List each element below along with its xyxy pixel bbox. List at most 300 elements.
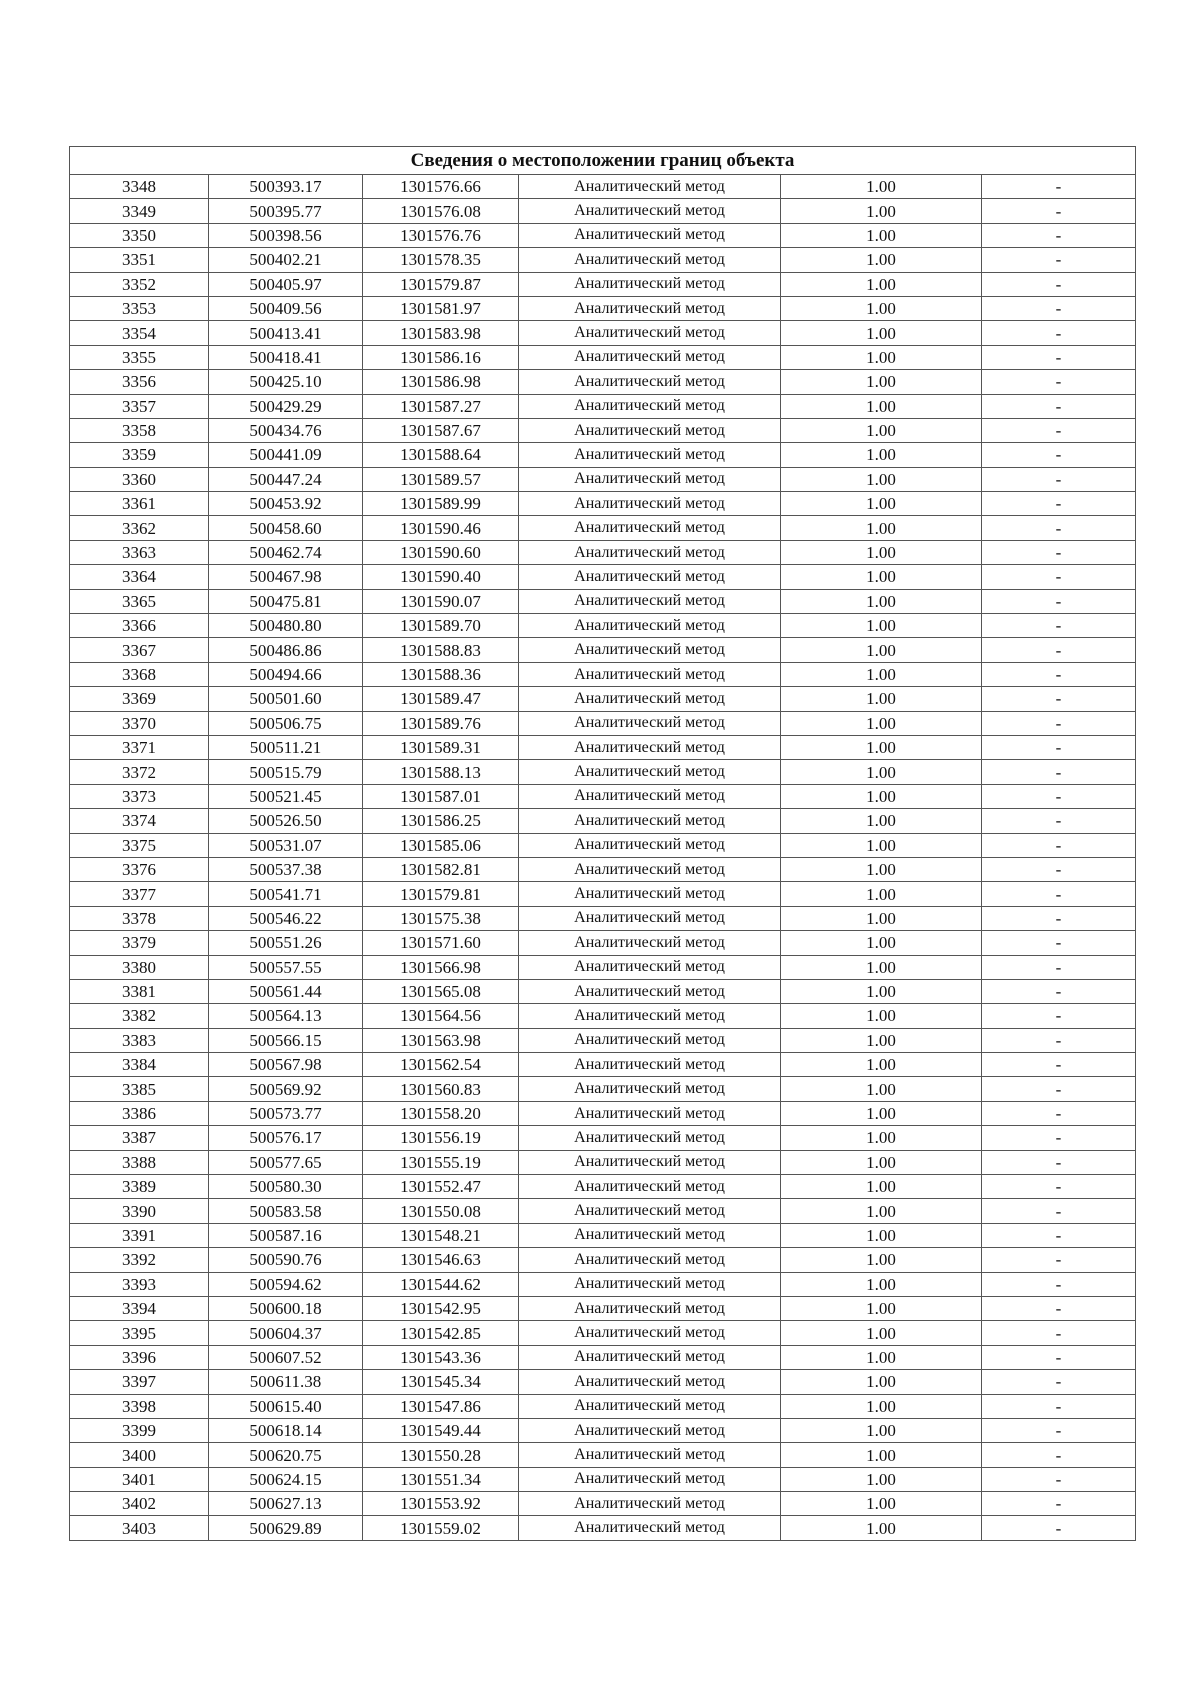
- description-cell: -: [982, 735, 1136, 759]
- accuracy-cell: 1.00: [781, 1150, 982, 1174]
- point-number-cell: 3363: [70, 540, 209, 564]
- method-cell: Аналитический метод: [519, 1370, 781, 1394]
- description-cell: -: [982, 614, 1136, 638]
- accuracy-cell: 1.00: [781, 589, 982, 613]
- x-coordinate-cell: 500546.22: [209, 906, 363, 930]
- method-cell: Аналитический метод: [519, 1443, 781, 1467]
- point-number-cell: 3351: [70, 248, 209, 272]
- x-coordinate-cell: 500624.15: [209, 1467, 363, 1491]
- x-coordinate-cell: 500447.24: [209, 467, 363, 491]
- x-coordinate-cell: 500434.76: [209, 418, 363, 442]
- point-number-cell: 3397: [70, 1370, 209, 1394]
- description-cell: -: [982, 1492, 1136, 1516]
- description-cell: -: [982, 857, 1136, 881]
- x-coordinate-cell: 500429.29: [209, 394, 363, 418]
- y-coordinate-cell: 1301555.19: [363, 1150, 519, 1174]
- description-cell: -: [982, 1467, 1136, 1491]
- method-cell: Аналитический метод: [519, 248, 781, 272]
- point-number-cell: 3400: [70, 1443, 209, 1467]
- description-cell: -: [982, 1272, 1136, 1296]
- x-coordinate-cell: 500618.14: [209, 1418, 363, 1442]
- point-number-cell: 3349: [70, 199, 209, 223]
- x-coordinate-cell: 500577.65: [209, 1150, 363, 1174]
- x-coordinate-cell: 500467.98: [209, 565, 363, 589]
- y-coordinate-cell: 1301590.07: [363, 589, 519, 613]
- table-row: [70, 1175, 1136, 1199]
- y-coordinate-cell: 1301587.67: [363, 418, 519, 442]
- accuracy-cell: 1.00: [781, 223, 982, 247]
- point-number-cell: 3372: [70, 760, 209, 784]
- method-cell: Аналитический метод: [519, 223, 781, 247]
- accuracy-cell: 1.00: [781, 394, 982, 418]
- point-number-cell: 3374: [70, 809, 209, 833]
- description-cell: -: [982, 662, 1136, 686]
- method-cell: Аналитический метод: [519, 443, 781, 467]
- accuracy-cell: 1.00: [781, 1101, 982, 1125]
- table-row: [70, 711, 1136, 735]
- method-cell: Аналитический метод: [519, 1345, 781, 1369]
- table-row: [70, 1077, 1136, 1101]
- point-number-cell: 3357: [70, 394, 209, 418]
- y-coordinate-cell: 1301589.76: [363, 711, 519, 735]
- description-cell: -: [982, 492, 1136, 516]
- point-number-cell: 3396: [70, 1345, 209, 1369]
- accuracy-cell: 1.00: [781, 1175, 982, 1199]
- accuracy-cell: 1.00: [781, 467, 982, 491]
- y-coordinate-cell: 1301589.57: [363, 467, 519, 491]
- x-coordinate-cell: 500569.92: [209, 1077, 363, 1101]
- description-cell: -: [982, 784, 1136, 808]
- table-row: [70, 540, 1136, 564]
- table-row: [70, 1272, 1136, 1296]
- x-coordinate-cell: 500583.58: [209, 1199, 363, 1223]
- method-cell: Аналитический метод: [519, 857, 781, 881]
- y-coordinate-cell: 1301581.97: [363, 296, 519, 320]
- table-row: [70, 1199, 1136, 1223]
- point-number-cell: 3399: [70, 1418, 209, 1442]
- table-row: [70, 809, 1136, 833]
- method-cell: Аналитический метод: [519, 199, 781, 223]
- method-cell: Аналитический метод: [519, 931, 781, 955]
- accuracy-cell: 1.00: [781, 784, 982, 808]
- accuracy-cell: 1.00: [781, 1394, 982, 1418]
- x-coordinate-cell: 500629.89: [209, 1516, 363, 1540]
- y-coordinate-cell: 1301550.28: [363, 1443, 519, 1467]
- point-number-cell: 3352: [70, 272, 209, 296]
- y-coordinate-cell: 1301550.08: [363, 1199, 519, 1223]
- method-cell: Аналитический метод: [519, 1467, 781, 1491]
- table-row: [70, 345, 1136, 369]
- x-coordinate-cell: 500573.77: [209, 1101, 363, 1125]
- method-cell: Аналитический метод: [519, 1150, 781, 1174]
- table-row: [70, 492, 1136, 516]
- description-cell: -: [982, 565, 1136, 589]
- y-coordinate-cell: 1301576.08: [363, 199, 519, 223]
- table-row: [70, 565, 1136, 589]
- method-cell: Аналитический метод: [519, 1004, 781, 1028]
- point-number-cell: 3390: [70, 1199, 209, 1223]
- table-row: [70, 1418, 1136, 1442]
- accuracy-cell: 1.00: [781, 1370, 982, 1394]
- x-coordinate-cell: 500561.44: [209, 979, 363, 1003]
- x-coordinate-cell: 500566.15: [209, 1028, 363, 1052]
- point-number-cell: 3393: [70, 1272, 209, 1296]
- description-cell: -: [982, 321, 1136, 345]
- x-coordinate-cell: 500620.75: [209, 1443, 363, 1467]
- table-body: [70, 147, 1136, 1541]
- method-cell: Аналитический метод: [519, 833, 781, 857]
- table-row: [70, 1248, 1136, 1272]
- description-cell: -: [982, 687, 1136, 711]
- method-cell: Аналитический метод: [519, 492, 781, 516]
- description-cell: -: [982, 516, 1136, 540]
- table-title: Сведения о местоположении границ объекта: [70, 147, 1136, 175]
- method-cell: Аналитический метод: [519, 418, 781, 442]
- description-cell: -: [982, 1345, 1136, 1369]
- description-cell: -: [982, 199, 1136, 223]
- description-cell: -: [982, 370, 1136, 394]
- description-cell: -: [982, 1150, 1136, 1174]
- point-number-cell: 3395: [70, 1321, 209, 1345]
- y-coordinate-cell: 1301588.36: [363, 662, 519, 686]
- table-row: [70, 833, 1136, 857]
- x-coordinate-cell: 500594.62: [209, 1272, 363, 1296]
- table-row: [70, 931, 1136, 955]
- y-coordinate-cell: 1301556.19: [363, 1126, 519, 1150]
- description-cell: -: [982, 248, 1136, 272]
- method-cell: Аналитический метод: [519, 1418, 781, 1442]
- table-row: [70, 1516, 1136, 1540]
- accuracy-cell: 1.00: [781, 1272, 982, 1296]
- y-coordinate-cell: 1301589.99: [363, 492, 519, 516]
- x-coordinate-cell: 500604.37: [209, 1321, 363, 1345]
- accuracy-cell: 1.00: [781, 418, 982, 442]
- x-coordinate-cell: 500526.50: [209, 809, 363, 833]
- table-row: [70, 784, 1136, 808]
- description-cell: -: [982, 296, 1136, 320]
- table-row: [70, 662, 1136, 686]
- y-coordinate-cell: 1301588.64: [363, 443, 519, 467]
- description-cell: -: [982, 1443, 1136, 1467]
- point-number-cell: 3398: [70, 1394, 209, 1418]
- table-row: [70, 296, 1136, 320]
- description-cell: -: [982, 1053, 1136, 1077]
- y-coordinate-cell: 1301553.92: [363, 1492, 519, 1516]
- point-number-cell: 3358: [70, 418, 209, 442]
- method-cell: Аналитический метод: [519, 540, 781, 564]
- description-cell: -: [982, 272, 1136, 296]
- y-coordinate-cell: 1301589.70: [363, 614, 519, 638]
- description-cell: -: [982, 979, 1136, 1003]
- table-row: [70, 687, 1136, 711]
- table-row: [70, 370, 1136, 394]
- accuracy-cell: 1.00: [781, 1223, 982, 1247]
- table-row: [70, 1370, 1136, 1394]
- description-cell: -: [982, 1175, 1136, 1199]
- table-row: [70, 1028, 1136, 1052]
- accuracy-cell: 1.00: [781, 614, 982, 638]
- point-number-cell: 3364: [70, 565, 209, 589]
- table-row: [70, 955, 1136, 979]
- accuracy-cell: 1.00: [781, 906, 982, 930]
- x-coordinate-cell: 500405.97: [209, 272, 363, 296]
- table-row: [70, 248, 1136, 272]
- y-coordinate-cell: 1301589.47: [363, 687, 519, 711]
- point-number-cell: 3389: [70, 1175, 209, 1199]
- method-cell: Аналитический метод: [519, 1492, 781, 1516]
- accuracy-cell: 1.00: [781, 1516, 982, 1540]
- point-number-cell: 3359: [70, 443, 209, 467]
- method-cell: Аналитический метод: [519, 467, 781, 491]
- x-coordinate-cell: 500537.38: [209, 857, 363, 881]
- point-number-cell: 3402: [70, 1492, 209, 1516]
- point-number-cell: 3383: [70, 1028, 209, 1052]
- point-number-cell: 3348: [70, 175, 209, 199]
- description-cell: -: [982, 467, 1136, 491]
- description-cell: -: [982, 1370, 1136, 1394]
- y-coordinate-cell: 1301549.44: [363, 1418, 519, 1442]
- point-number-cell: 3385: [70, 1077, 209, 1101]
- description-cell: -: [982, 906, 1136, 930]
- x-coordinate-cell: 500615.40: [209, 1394, 363, 1418]
- x-coordinate-cell: 500557.55: [209, 955, 363, 979]
- accuracy-cell: 1.00: [781, 1492, 982, 1516]
- accuracy-cell: 1.00: [781, 1443, 982, 1467]
- table-row: [70, 760, 1136, 784]
- y-coordinate-cell: 1301590.40: [363, 565, 519, 589]
- point-number-cell: 3387: [70, 1126, 209, 1150]
- point-number-cell: 3403: [70, 1516, 209, 1540]
- method-cell: Аналитический метод: [519, 1394, 781, 1418]
- y-coordinate-cell: 1301547.86: [363, 1394, 519, 1418]
- method-cell: Аналитический метод: [519, 175, 781, 199]
- y-coordinate-cell: 1301562.54: [363, 1053, 519, 1077]
- x-coordinate-cell: 500409.56: [209, 296, 363, 320]
- y-coordinate-cell: 1301566.98: [363, 955, 519, 979]
- table-row: [70, 1443, 1136, 1467]
- description-cell: -: [982, 345, 1136, 369]
- point-number-cell: 3366: [70, 614, 209, 638]
- x-coordinate-cell: 500413.41: [209, 321, 363, 345]
- point-number-cell: 3392: [70, 1248, 209, 1272]
- point-number-cell: 3377: [70, 882, 209, 906]
- description-cell: -: [982, 638, 1136, 662]
- point-number-cell: 3369: [70, 687, 209, 711]
- accuracy-cell: 1.00: [781, 272, 982, 296]
- point-number-cell: 3378: [70, 906, 209, 930]
- y-coordinate-cell: 1301551.34: [363, 1467, 519, 1491]
- table-row: [70, 882, 1136, 906]
- description-cell: -: [982, 394, 1136, 418]
- x-coordinate-cell: 500395.77: [209, 199, 363, 223]
- y-coordinate-cell: 1301543.36: [363, 1345, 519, 1369]
- description-cell: -: [982, 175, 1136, 199]
- x-coordinate-cell: 500587.16: [209, 1223, 363, 1247]
- y-coordinate-cell: 1301565.08: [363, 979, 519, 1003]
- y-coordinate-cell: 1301587.01: [363, 784, 519, 808]
- x-coordinate-cell: 500398.56: [209, 223, 363, 247]
- method-cell: Аналитический метод: [519, 321, 781, 345]
- table-row: [70, 1321, 1136, 1345]
- accuracy-cell: 1.00: [781, 1053, 982, 1077]
- x-coordinate-cell: 500418.41: [209, 345, 363, 369]
- y-coordinate-cell: 1301545.34: [363, 1370, 519, 1394]
- y-coordinate-cell: 1301586.16: [363, 345, 519, 369]
- accuracy-cell: 1.00: [781, 931, 982, 955]
- table-row: [70, 1492, 1136, 1516]
- description-cell: -: [982, 931, 1136, 955]
- accuracy-cell: 1.00: [781, 1126, 982, 1150]
- point-number-cell: 3362: [70, 516, 209, 540]
- accuracy-cell: 1.00: [781, 345, 982, 369]
- accuracy-cell: 1.00: [781, 321, 982, 345]
- accuracy-cell: 1.00: [781, 1467, 982, 1491]
- method-cell: Аналитический метод: [519, 516, 781, 540]
- y-coordinate-cell: 1301579.81: [363, 882, 519, 906]
- description-cell: -: [982, 1004, 1136, 1028]
- y-coordinate-cell: 1301590.46: [363, 516, 519, 540]
- point-number-cell: 3386: [70, 1101, 209, 1125]
- accuracy-cell: 1.00: [781, 857, 982, 881]
- method-cell: Аналитический метод: [519, 809, 781, 833]
- point-number-cell: 3368: [70, 662, 209, 686]
- point-number-cell: 3367: [70, 638, 209, 662]
- method-cell: Аналитический метод: [519, 296, 781, 320]
- accuracy-cell: 1.00: [781, 1077, 982, 1101]
- table-row: [70, 443, 1136, 467]
- y-coordinate-cell: 1301579.87: [363, 272, 519, 296]
- method-cell: Аналитический метод: [519, 614, 781, 638]
- method-cell: Аналитический метод: [519, 1028, 781, 1052]
- table-row: [70, 1223, 1136, 1247]
- point-number-cell: 3379: [70, 931, 209, 955]
- x-coordinate-cell: 500611.38: [209, 1370, 363, 1394]
- method-cell: Аналитический метод: [519, 1223, 781, 1247]
- y-coordinate-cell: 1301587.27: [363, 394, 519, 418]
- description-cell: -: [982, 1418, 1136, 1442]
- method-cell: Аналитический метод: [519, 882, 781, 906]
- point-number-cell: 3355: [70, 345, 209, 369]
- x-coordinate-cell: 500475.81: [209, 589, 363, 613]
- accuracy-cell: 1.00: [781, 1321, 982, 1345]
- method-cell: Аналитический метод: [519, 1248, 781, 1272]
- x-coordinate-cell: 500531.07: [209, 833, 363, 857]
- description-cell: -: [982, 1199, 1136, 1223]
- description-cell: -: [982, 1101, 1136, 1125]
- y-coordinate-cell: 1301590.60: [363, 540, 519, 564]
- x-coordinate-cell: 500551.26: [209, 931, 363, 955]
- table-row: [70, 321, 1136, 345]
- description-cell: -: [982, 540, 1136, 564]
- point-number-cell: 3391: [70, 1223, 209, 1247]
- y-coordinate-cell: 1301559.02: [363, 1516, 519, 1540]
- accuracy-cell: 1.00: [781, 833, 982, 857]
- description-cell: -: [982, 223, 1136, 247]
- description-cell: -: [982, 1296, 1136, 1320]
- x-coordinate-cell: 500564.13: [209, 1004, 363, 1028]
- y-coordinate-cell: 1301542.95: [363, 1296, 519, 1320]
- method-cell: Аналитический метод: [519, 589, 781, 613]
- description-cell: -: [982, 1516, 1136, 1540]
- y-coordinate-cell: 1301544.62: [363, 1272, 519, 1296]
- method-cell: Аналитический метод: [519, 662, 781, 686]
- x-coordinate-cell: 500486.86: [209, 638, 363, 662]
- accuracy-cell: 1.00: [781, 175, 982, 199]
- x-coordinate-cell: 500393.17: [209, 175, 363, 199]
- y-coordinate-cell: 1301583.98: [363, 321, 519, 345]
- table-row: [70, 906, 1136, 930]
- y-coordinate-cell: 1301542.85: [363, 1321, 519, 1345]
- description-cell: -: [982, 589, 1136, 613]
- y-coordinate-cell: 1301546.63: [363, 1248, 519, 1272]
- accuracy-cell: 1.00: [781, 735, 982, 759]
- accuracy-cell: 1.00: [781, 955, 982, 979]
- method-cell: Аналитический метод: [519, 1101, 781, 1125]
- description-cell: -: [982, 1028, 1136, 1052]
- description-cell: -: [982, 833, 1136, 857]
- point-number-cell: 3388: [70, 1150, 209, 1174]
- y-coordinate-cell: 1301563.98: [363, 1028, 519, 1052]
- y-coordinate-cell: 1301588.13: [363, 760, 519, 784]
- method-cell: Аналитический метод: [519, 735, 781, 759]
- x-coordinate-cell: 500541.71: [209, 882, 363, 906]
- table-title-row: [70, 147, 1136, 175]
- description-cell: -: [982, 418, 1136, 442]
- table-row: [70, 1053, 1136, 1077]
- method-cell: Аналитический метод: [519, 345, 781, 369]
- accuracy-cell: 1.00: [781, 199, 982, 223]
- accuracy-cell: 1.00: [781, 492, 982, 516]
- table-row: [70, 735, 1136, 759]
- table-row: [70, 1101, 1136, 1125]
- method-cell: Аналитический метод: [519, 711, 781, 735]
- accuracy-cell: 1.00: [781, 1345, 982, 1369]
- accuracy-cell: 1.00: [781, 638, 982, 662]
- table-row: [70, 223, 1136, 247]
- accuracy-cell: 1.00: [781, 1199, 982, 1223]
- table-row: [70, 1004, 1136, 1028]
- x-coordinate-cell: 500441.09: [209, 443, 363, 467]
- method-cell: Аналитический метод: [519, 955, 781, 979]
- description-cell: -: [982, 955, 1136, 979]
- accuracy-cell: 1.00: [781, 1248, 982, 1272]
- x-coordinate-cell: 500425.10: [209, 370, 363, 394]
- table-row: [70, 1345, 1136, 1369]
- table-row: [70, 857, 1136, 881]
- accuracy-cell: 1.00: [781, 760, 982, 784]
- method-cell: Аналитический метод: [519, 979, 781, 1003]
- point-number-cell: 3380: [70, 955, 209, 979]
- description-cell: -: [982, 882, 1136, 906]
- table-row: [70, 614, 1136, 638]
- accuracy-cell: 1.00: [781, 1296, 982, 1320]
- accuracy-cell: 1.00: [781, 882, 982, 906]
- x-coordinate-cell: 500627.13: [209, 1492, 363, 1516]
- y-coordinate-cell: 1301576.66: [363, 175, 519, 199]
- y-coordinate-cell: 1301578.35: [363, 248, 519, 272]
- table-row: [70, 1394, 1136, 1418]
- point-number-cell: 3384: [70, 1053, 209, 1077]
- point-number-cell: 3361: [70, 492, 209, 516]
- x-coordinate-cell: 500567.98: [209, 1053, 363, 1077]
- accuracy-cell: 1.00: [781, 687, 982, 711]
- y-coordinate-cell: 1301582.81: [363, 857, 519, 881]
- method-cell: Аналитический метод: [519, 1516, 781, 1540]
- point-number-cell: 3371: [70, 735, 209, 759]
- description-cell: -: [982, 1321, 1136, 1345]
- method-cell: Аналитический метод: [519, 784, 781, 808]
- x-coordinate-cell: 500511.21: [209, 735, 363, 759]
